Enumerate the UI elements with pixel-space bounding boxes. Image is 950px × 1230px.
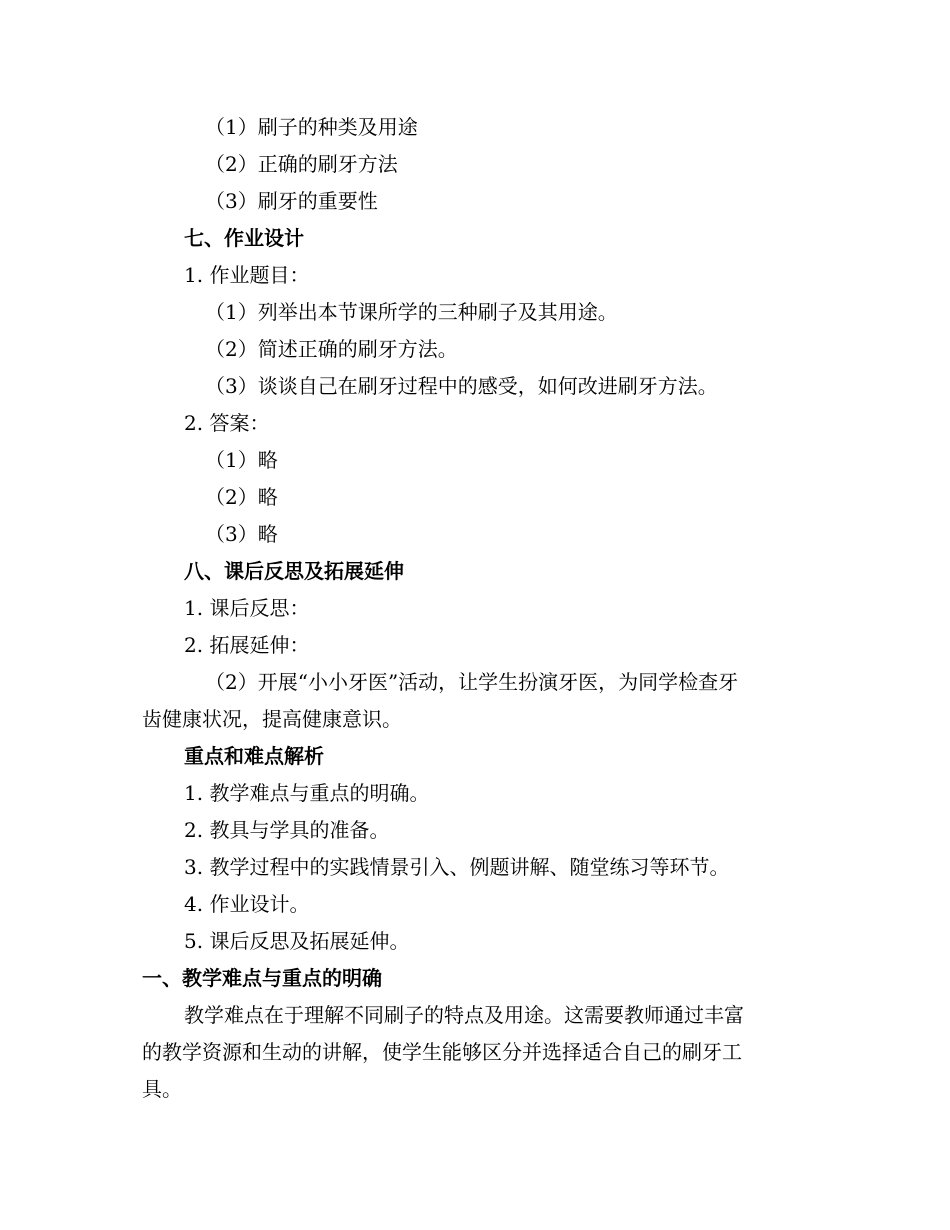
list-item: （2）简述正确的刷牙方法。 xyxy=(205,337,458,361)
list-item: （2）正确的刷牙方法 xyxy=(205,152,398,176)
list-item: （1）列举出本节课所学的三种刷子及其用途。 xyxy=(205,300,618,324)
list-item: （3）谈谈自己在刷牙过程中的感受，如何改进刷牙方法。 xyxy=(205,374,718,398)
list-item: （2）略 xyxy=(205,485,278,509)
paragraph-line: 齿健康状况，提高健康意识。 xyxy=(142,707,402,731)
paragraph-line: 具。 xyxy=(142,1077,182,1101)
list-item: （1）略 xyxy=(205,448,278,472)
section-heading: 一、教学难点与重点的明确 xyxy=(142,966,382,990)
list-item: 1. 作业题目： xyxy=(184,263,310,287)
paragraph-line: （2）开展“小小牙医”活动，让学生扮演牙医，为同学检查牙 xyxy=(205,670,739,694)
list-item: （1）刷子的种类及用途 xyxy=(205,115,418,139)
list-item: 4. 作业设计。 xyxy=(184,892,310,916)
list-item: 1. 教学难点与重点的明确。 xyxy=(184,781,430,805)
list-item: 5. 课后反思及拓展延伸。 xyxy=(184,929,410,953)
paragraph-line: 的教学资源和生动的讲解，使学生能够区分并选择适合自己的刷牙工 xyxy=(142,1040,742,1064)
list-item: 1. 课后反思： xyxy=(184,596,310,620)
section-heading: 重点和难点解析 xyxy=(184,744,324,768)
list-item: 2. 拓展延伸： xyxy=(184,633,310,657)
list-item: （3）略 xyxy=(205,522,278,546)
section-heading: 七、作业设计 xyxy=(184,226,304,250)
paragraph-line: 教学难点在于理解不同刷子的特点及用途。这需要教师通过丰富 xyxy=(184,1003,744,1027)
list-item: 2. 教具与学具的准备。 xyxy=(184,818,390,842)
list-item: 2. 答案： xyxy=(184,411,270,435)
list-item: （3）刷牙的重要性 xyxy=(205,189,378,213)
list-item: 3. 教学过程中的实践情景引入、例题讲解、随堂练习等环节。 xyxy=(184,855,730,879)
section-heading: 八、课后反思及拓展延伸 xyxy=(184,559,404,583)
